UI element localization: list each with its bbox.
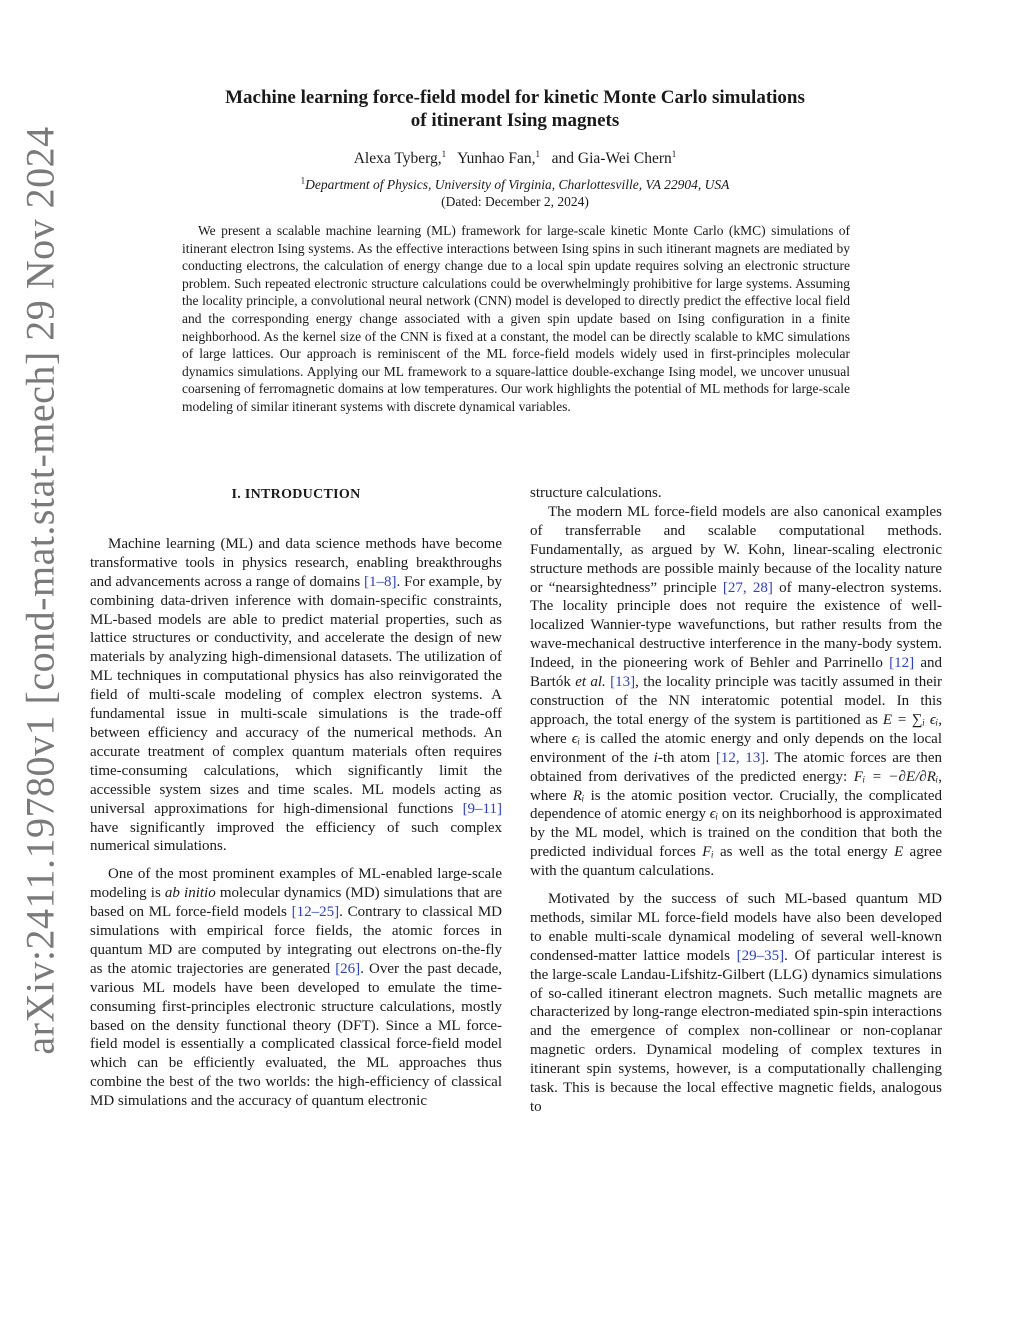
citation-link[interactable]: [12, 13] [715, 749, 766, 766]
citation-link[interactable]: [13] [610, 674, 636, 691]
emphasis-text: E [894, 844, 904, 861]
emphasis-text: Fᵢ [702, 844, 714, 861]
text-run: One of the most prominent examples of ML-enabled large-scale modeling is [90, 866, 502, 902]
text-run: of many-electron systems. The locality principle does not require the existence of well-localized Wannier-type wavefunctions, but rather results from the wave-mechanical destructive interference in the many-body system. Indeed, in the pioneering work of Behler and Parrinello [530, 579, 942, 672]
text-run: -th atom [657, 749, 716, 766]
text-run: . Over the past decade, various ML models have been developed to emulate the time-consuming first-principles electronic structure calculations, mostly based on the density functional theory (DFT). Since a ML force-field model is essentially a complicated classical force-field model which can be efficiently evaluated, the ML approaches thus combine the best of the two worlds: the high-efficiency of classical MD simulations and the accuracy of quantum electronic [90, 960, 502, 1110]
emphasis-text: i [653, 749, 658, 766]
paragraph [530, 503, 942, 881]
text-run: . Contrary to classical MD simulations with empirical force fields, the atomic forces in quantum MD are computed by integrating out electrons on-the-fly as the atomic trajectories are generated [90, 904, 502, 977]
emphasis-text: Rᵢ [572, 787, 585, 804]
author-1: Alexa Tyberg,$^1$ [353, 148, 447, 167]
citation-link[interactable]: [26] [335, 960, 361, 977]
text-run: Motivated by the success of such ML-based quantum MD methods, similar ML force-field models have also been developed to enable multi-scale dynamical modeling of several well-known condensed-matter lattice models [530, 891, 942, 964]
text-run: have significantly improved the efficiency of such complex numerical simulations. [90, 819, 502, 855]
abstract: We present a scalable machine learning (ML) framework for large-scale kinetic Monte Carlo (kMC) simulations of itinerant electron Ising systems. As the effective interactions between Ising spins in such itinerant magnets are mediated by conducting electrons, the calculation of energy change due to a local spin update requires solving an electronic structure problem. Such repeated electronic structure calculations could be overwhelmingly prohibitive for large systems. Assuming the locality principle, a convolutional neural network (CNN) model is developed to directly predict the effective local field and the corresponding energy change associated with a given spin update based on Ising configuration in a finite neighborhood. As the kernel size of the CNN is fixed at a constant, the model can be directly scalable to kMC simulations of large lattices. Our approach is reminiscent of the ML force-field models widely used in first-principles molecular dynamics simulations. Applying our ML framework to a square-lattice double-exchange Ising model, we uncover unusual coarsening of ferromagnetic domains at low temperatures. Our work highlights the potential of ML methods for large-scale modeling of similar itinerant systems with discrete dynamical variables. [182, 223, 850, 414]
citation-link[interactable]: [12] [889, 655, 915, 672]
text-run: Machine learning (ML) and data science methods have become transformative tools in physics research, enabling breakthroughs and advancements across a range of domains [90, 535, 502, 590]
paragraph [530, 890, 942, 1117]
author-2: Yunhao Fan,$^1$ [457, 148, 541, 167]
text-run: . For example, by combining data-driven inference with domain-specific constraints, ML-based models are able to predict material properties, such as lattice structures or conductivity, and accelerate the design of new materials by analyzing high-dimensional datasets. The utilization of ML techniques in computational physics has also reinvigorated the field of multi-scale modeling of complex electron systems. A fundamental issue in multi-scale simulations is the trade-off between efficiency and accuracy of the numerical methods. An accurate treatment of complex quantum materials often requires time-consuming calculations, which significantly limit the accessible system sizes and time scales. ML models acting as universal approximations for high-dimensional functions [90, 573, 502, 817]
author-list [120, 149, 910, 169]
text-run: molecular dynamics (MD) simulations that are based on ML force-field models [90, 885, 503, 921]
text-run: on its neighborhood is approximated by the ML model, which is trained on the condition that both the predicted individual forces [530, 806, 942, 861]
emphasis-text: ϵᵢ [571, 730, 581, 747]
text-run: The modern ML force-field models are also canonical examples of transferrable and scalable computational methods. Fundamentally, as argued by W. Kohn, linear-scaling electronic structure methods are possible mainly because of the locality nature or “nearsightedness” principle [530, 503, 942, 596]
emphasis-text: ab initio [164, 885, 216, 902]
text-run: is the atomic position vector. Crucially, the complicated dependence of atomic energy [530, 787, 942, 823]
text-run: , the locality principle was tacitly assumed in their construction of the NN interatomic potential model. In this approach, the total energy of the system is partitioned as [530, 674, 943, 728]
text-run: , where [530, 711, 942, 747]
text-run: as well as the total energy [713, 844, 895, 861]
citation-link[interactable]: [9–11] [462, 800, 502, 817]
text-run: agree with the quantum calculations. [530, 844, 943, 880]
arxiv-identifier-stamp [14, 100, 66, 1080]
text-run: . The atomic forces are then obtained from derivatives of the predicted energy: [530, 749, 942, 785]
date-line: (Dated: December 2, 2024) [441, 194, 589, 209]
right-column [530, 484, 942, 1117]
title-line-1: Machine learning force-field model for kinetic Monte Carlo simulations [225, 87, 805, 108]
paragraph [90, 535, 502, 856]
section-heading: I. INTRODUCTION [231, 487, 361, 502]
citation-link[interactable]: [29–35] [736, 947, 785, 964]
text-run: , where [530, 768, 942, 804]
text-run: . Of particular interest is the large-scale Landau-Lifshitz-Gilbert (LLG) dynamics simulations of so-called itinerant electron magnets. Such metallic magnets are characterized by long-range electron-mediated spin-spin interactions and the emergence of complex non-collinear or non-coplanar magnetic orders. Dynamical modeling of complex textures in itinerant spin systems, however, is a computationally challenging task. This is because the local effective magnetic fields, analogous to [530, 947, 942, 1115]
citation-link[interactable]: [27, 28] [722, 579, 773, 596]
paragraph [530, 484, 942, 503]
emphasis-text: et al. [575, 674, 606, 691]
paragraph [90, 865, 502, 1111]
author-3: and Gia-Wei Chern$^1$ [551, 148, 677, 167]
citation-link[interactable]: [12–25] [291, 904, 340, 921]
left-column [90, 484, 502, 1111]
title-line-2: of itinerant Ising magnets [410, 110, 620, 131]
paper-title [120, 86, 910, 132]
emphasis-text: Fᵢ = −∂E/∂Rᵢ [853, 768, 939, 785]
emphasis-text: ϵᵢ [709, 806, 719, 823]
text-run: and Bartók [530, 655, 942, 691]
affiliation: $^1$Department of Physics, University of Virginia, Charlottesville, VA 22904, USA [300, 175, 730, 192]
arxiv-identifier-text: arXiv:2411.19780v1 [cond-mat.stat-mech] 29 Nov 2024 [17, 125, 63, 1055]
text-run: structure calculations. [530, 485, 662, 501]
citation-link[interactable]: [1–8] [363, 573, 397, 590]
emphasis-text: E = ∑ᵢ ϵᵢ [882, 711, 939, 728]
text-run: is called the atomic energy and only depends on the local environment of the [530, 730, 942, 766]
